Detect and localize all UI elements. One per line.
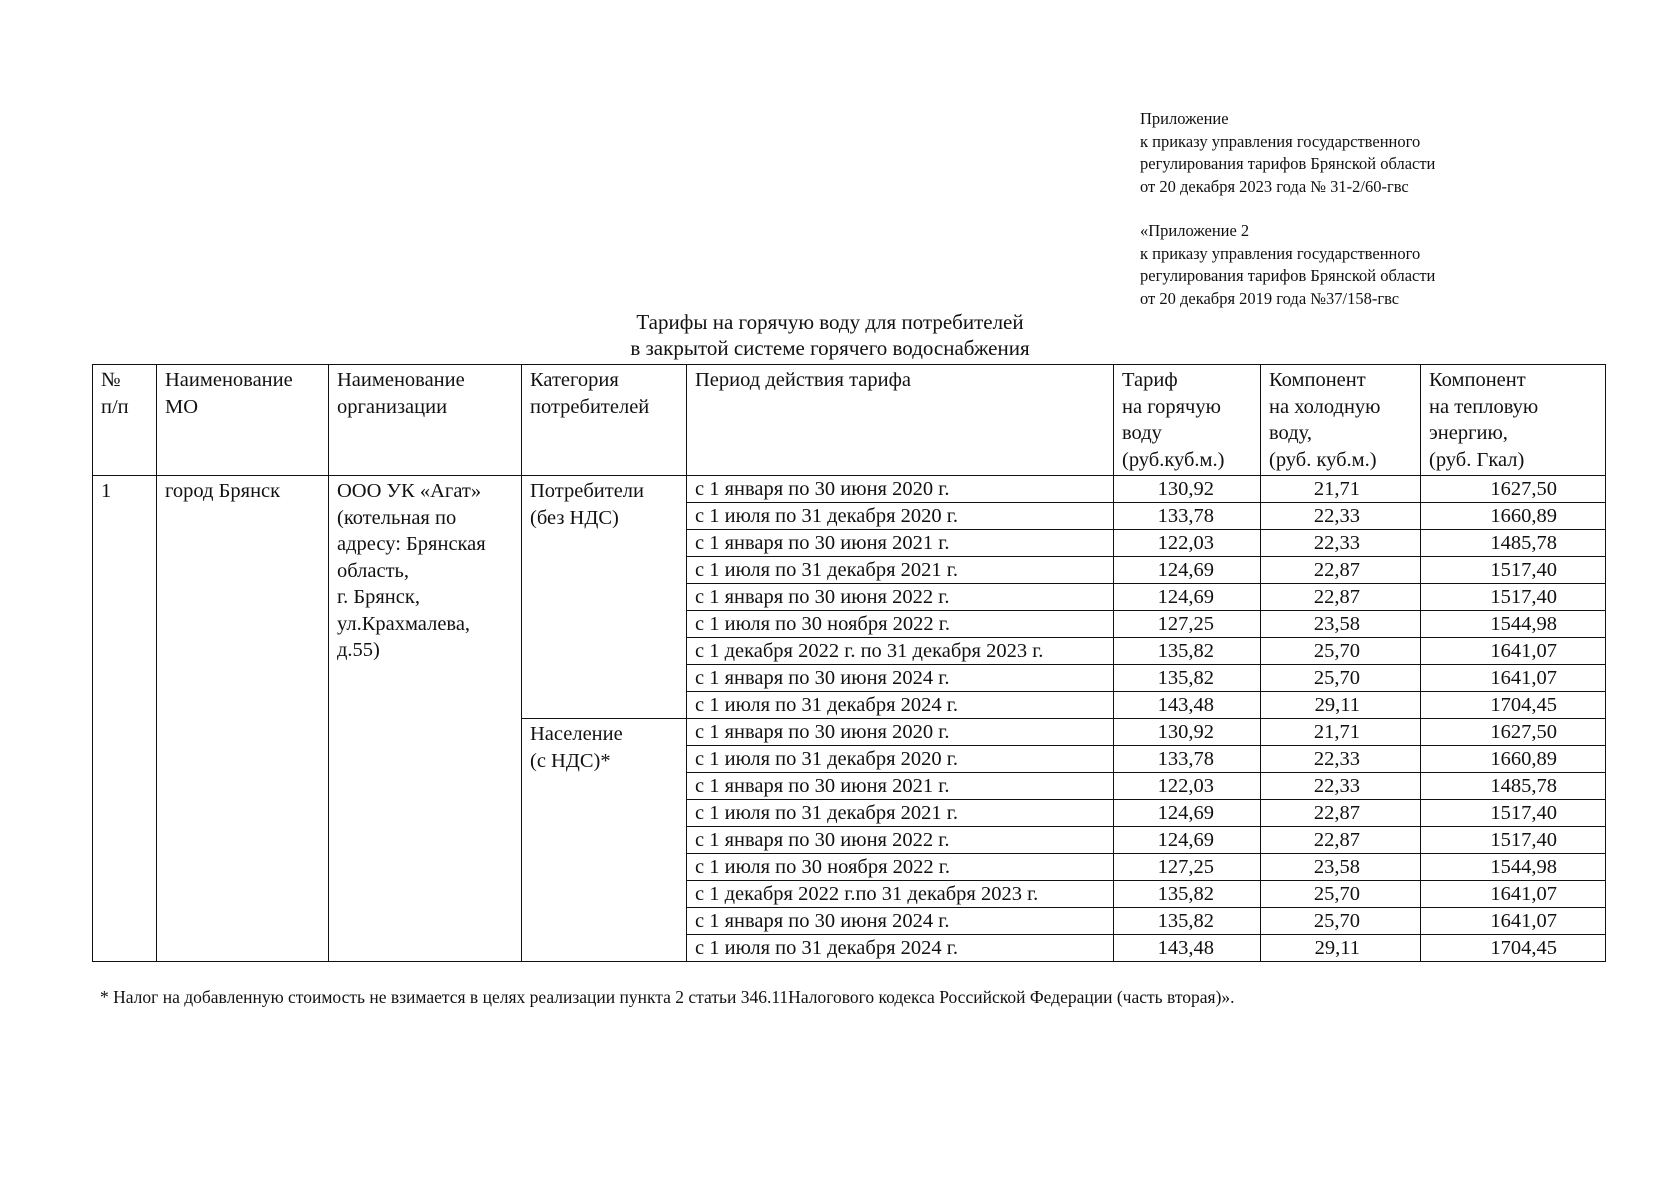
header-mo [157,365,329,476]
cold-water-component: 29,11 [1261,692,1421,719]
header-line: организации [337,395,448,418]
header-line: Категория [530,369,619,391]
appendix-line: от 20 декабря 2023 года № 31-2/60-гвс [1140,176,1409,196]
hot-water-tariff: 127,25 [1114,854,1261,881]
header-tariff [1114,365,1261,476]
heat-energy-component: 1704,45 [1421,692,1606,719]
hot-water-tariff: 124,69 [1114,800,1261,827]
heat-energy-component: 1544,98 [1421,611,1606,638]
cold-water-component: 21,71 [1261,719,1421,746]
cold-water-component: 25,70 [1261,665,1421,692]
heat-energy-component: 1704,45 [1421,935,1606,962]
cold-water-component: 23,58 [1261,854,1421,881]
heat-energy-component: 1627,50 [1421,719,1606,746]
cell-line: Население [530,723,623,745]
cold-water-component: 21,71 [1261,476,1421,503]
hot-water-tariff: 130,92 [1114,476,1261,503]
header-line: воду [1122,422,1162,444]
header-line: (руб. куб.м.) [1269,448,1377,471]
appendix-line: к приказу управления государственного [1140,243,1421,263]
hot-water-tariff: 124,69 [1114,584,1261,611]
header-line: (руб.куб.м.) [1122,448,1225,471]
hot-water-tariff: 133,78 [1114,746,1261,773]
heat-energy-component: 1485,78 [1421,530,1606,557]
cell-line: (с НДС)* [530,749,611,772]
appendix-line: от 20 декабря 2019 года №37/158-гвс [1140,288,1400,308]
header-line: Наименование [337,369,465,391]
cold-water-component: 22,87 [1261,557,1421,584]
cell-line: ООО УК «Агат» [337,480,482,502]
heat-energy-component: 1660,89 [1421,503,1606,530]
cold-water-component: 22,87 [1261,800,1421,827]
header-line: Тариф [1122,369,1178,391]
heat-energy-component: 1660,89 [1421,746,1606,773]
hot-water-tariff: 143,48 [1114,692,1261,719]
header-line: Компонент [1429,369,1526,391]
hot-water-tariff: 122,03 [1114,773,1261,800]
heat-energy-component: 1641,07 [1421,908,1606,935]
appendix-line: регулирования тарифов Брянской области [1140,266,1436,285]
heat-energy-component: 1517,40 [1421,584,1606,611]
tariff-period: с 1 декабря 2022 г.по 31 декабря 2023 г. [687,881,1114,908]
tariff-period: с 1 января по 30 июня 2020 г. [687,476,1114,503]
appendix-header-original-order [1140,220,1435,310]
heat-energy-component: 1517,40 [1421,557,1606,584]
header-line: Период действия тарифа [695,369,912,391]
consumer-category [522,719,687,962]
hot-water-tariff: 135,82 [1114,908,1261,935]
cell-line: Потребители [530,480,645,502]
header-heat-component [1421,365,1606,476]
header-line: Наименование [165,369,293,391]
header-period [687,365,1114,476]
tariff-period: с 1 декабря 2022 г. по 31 декабря 2023 г. [687,638,1114,665]
header-line: на горячую [1122,395,1221,418]
header-line: потребителей [530,395,650,418]
title-line-1: Тарифы на горячую воду для потребителей [636,310,1024,334]
header-cold-water-component [1261,365,1421,476]
tariff-period: с 1 июля по 30 ноября 2022 г. [687,611,1114,638]
header-line: на холодную [1269,395,1381,418]
cold-water-component: 22,33 [1261,746,1421,773]
tariff-period: с 1 июля по 31 декабря 2021 г. [687,800,1114,827]
header-line: на тепловую [1429,395,1539,418]
header-num [93,365,157,476]
heat-energy-component: 1641,07 [1421,638,1606,665]
appendix-header-current-order [1140,108,1435,198]
cold-water-component: 29,11 [1261,935,1421,962]
title-line-2: в закрытой системе горячего водоснабжения [630,336,1030,360]
tariff-period: с 1 января по 30 июня 2021 г. [687,530,1114,557]
heat-energy-component: 1641,07 [1421,665,1606,692]
cell-line: г. Брянск, [337,586,420,608]
header-line: № [101,369,121,391]
tariff-period: с 1 января по 30 июня 2022 г. [687,584,1114,611]
appendix-line: «Приложение 2 [1140,221,1250,240]
header-line: МО [165,395,199,418]
hot-water-tariff: 135,82 [1114,665,1261,692]
appendix-line: Приложение [1140,109,1229,128]
organization-name [329,476,522,962]
consumer-category [522,476,687,719]
tariff-period: с 1 января по 30 июня 2021 г. [687,773,1114,800]
heat-energy-component: 1627,50 [1421,476,1606,503]
hot-water-tariff: 124,69 [1114,827,1261,854]
appendix-line: к приказу управления государственного [1140,131,1421,151]
tariff-period: с 1 января по 30 июня 2024 г. [687,665,1114,692]
cell-line: ул.Крахмалева, [337,612,471,635]
cold-water-component: 22,87 [1261,584,1421,611]
cold-water-component: 22,33 [1261,530,1421,557]
tariff-table [92,364,1606,962]
cold-water-component: 22,33 [1261,773,1421,800]
cold-water-component: 23,58 [1261,611,1421,638]
hot-water-tariff: 122,03 [1114,530,1261,557]
cell-line: (без НДС) [530,506,619,529]
header-line: энергию, [1429,422,1508,444]
tariff-period: с 1 июля по 31 декабря 2020 г. [687,503,1114,530]
hot-water-tariff: 124,69 [1114,557,1261,584]
header-line: Компонент [1269,369,1366,391]
cold-water-component: 22,87 [1261,827,1421,854]
hot-water-tariff: 135,82 [1114,881,1261,908]
footnote: * Налог на добавленную стоимость не взимается в целях реализации пункта 2 статьи 346.11Налогового кодекса Российской Федерации (часть вторая)». [100,987,1235,1007]
appendix-line: регулирования тарифов Брянской области [1140,154,1436,173]
table-row [93,476,1606,503]
cold-water-component: 25,70 [1261,638,1421,665]
tariff-table-body [93,476,1606,962]
hot-water-tariff: 143,48 [1114,935,1261,962]
tariff-period: с 1 июля по 31 декабря 2020 г. [687,746,1114,773]
table-header-row [93,365,1606,476]
tariff-period: с 1 июля по 31 декабря 2021 г. [687,557,1114,584]
cold-water-component: 25,70 [1261,881,1421,908]
heat-energy-component: 1544,98 [1421,854,1606,881]
hot-water-tariff: 135,82 [1114,638,1261,665]
header-line: воду, [1269,422,1312,444]
row-number: 1 [93,476,157,962]
cell-line: д.55) [337,639,380,661]
heat-energy-component: 1641,07 [1421,881,1606,908]
hot-water-tariff: 130,92 [1114,719,1261,746]
tariff-period: с 1 января по 30 июня 2020 г. [687,719,1114,746]
document-title [400,309,1260,361]
tariff-period: с 1 января по 30 июня 2024 г. [687,908,1114,935]
header-category [522,365,687,476]
cold-water-component: 22,33 [1261,503,1421,530]
cell-line: (котельная по [337,506,457,529]
cell-line: адресу: Брянская [337,533,486,555]
heat-energy-component: 1517,40 [1421,800,1606,827]
hot-water-tariff: 127,25 [1114,611,1261,638]
tariff-period: с 1 января по 30 июня 2022 г. [687,827,1114,854]
hot-water-tariff: 133,78 [1114,503,1261,530]
header-line: (руб. Гкал) [1429,448,1525,471]
header-organization [329,365,522,476]
tariff-period: с 1 июля по 30 ноября 2022 г. [687,854,1114,881]
municipality-name: город Брянск [157,476,329,962]
header-line: п/п [101,395,129,418]
cell-line: область, [337,559,410,582]
tariff-period: с 1 июля по 31 декабря 2024 г. [687,692,1114,719]
heat-energy-component: 1485,78 [1421,773,1606,800]
heat-energy-component: 1517,40 [1421,827,1606,854]
tariff-period: с 1 июля по 31 декабря 2024 г. [687,935,1114,962]
cold-water-component: 25,70 [1261,908,1421,935]
